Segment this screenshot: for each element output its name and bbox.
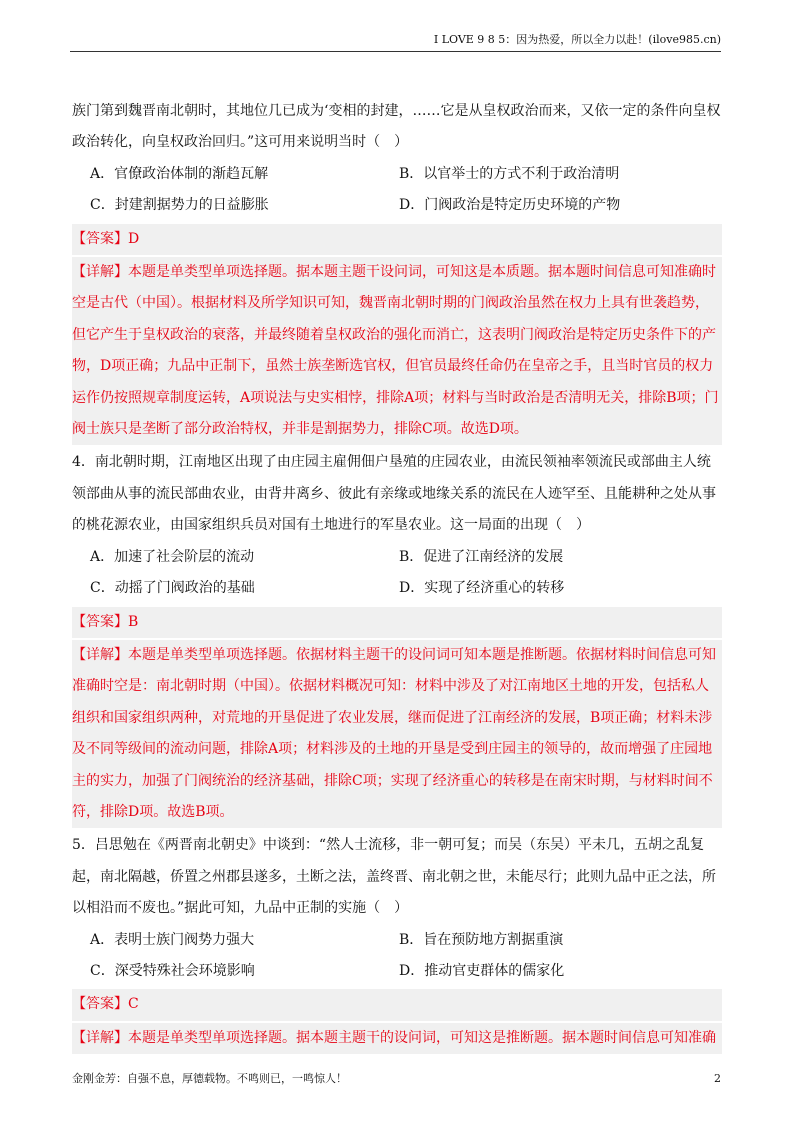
document-body [72,96,722,1056]
question-4-stem: 4．南北朝时期，江南地区出现了由庄园主雇佣佃户垦殖的庄园农业，由流民领袖率领流民或部曲主人统领部曲从事的流民部曲农业，由背井离乡、彼此有亲缘或地缘关系的流民在人迹罕至、且能耕种之处从事的桃花源农业，由国家组织兵员对国有土地进行的军垦农业。这一局面的出现（ ） [72,454,716,534]
explanation-block: 【详解】本题是单类型单项选择题。据本题主题干设问词，可知这是本质题。据本题时间信息可知准确时空是古代（中国）。根据材料及所学知识可知，魏晋南北朝时期的门阀政治虽然在权力上具有世袭趋势，但它产生于皇权政治的衰落，并最终随着皇权政治的强化而消亡，这表明门阀政治是特定历史条件下的产物，D项正确；九品中正制下，虽然士族垄断选官权，但官员最终任命仍在皇帝之手，且当时官员的权力运作仍按照规章制度运转，A项说法与史实相悖，排除A项；材料与当时政治是否清明无关，排除B项；门阀士族只是垄断了部分政治特权，并非是割据势力，排除C项。故选D项。 [72,257,722,445]
page-header: I LOVE 9 8 5：因为热爱，所以全力以赴！(ilove985.cn) [70,33,721,52]
option-d: D．推动官吏群体的儒家化 [399,962,565,979]
page-number: 2 [714,1072,721,1085]
option-c: C．深受特殊社会环境影响 [90,962,255,979]
answer-block: 【答案】D [72,224,722,255]
question-5-stem: 5．吕思勉在《两晋南北朝史》中谈到：“然人士流移，非一朝可复；而吴（东吴）平未几，五胡之乱复起，南北隔越，侨置之州郡县遂多，土断之法，盖终晋、南北朝之世，未能尽行；此则九品中正之法，所以相沿而不废也。”据此可知，九品中正制的实施（ ） [72,837,716,917]
question-3-options-row-2 [72,190,722,221]
question-4-options-row-1 [72,542,722,573]
explanation-block: 【详解】本题是单类型单项选择题。据本题主题干的设问词，可知这是推断题。据本题时间信息可知准确 [72,1023,722,1054]
option-a: A．官僚政治体制的渐趋瓦解 [90,165,269,182]
option-a: A．加速了社会阶层的流动 [90,548,255,565]
explanation-block: 【详解】本题是单类型单项选择题。依据材料主题干的设问词可知本题是推断题。依据材料时间信息可知准确时空是：南北朝时期（中国）。依据材料概况可知：材料中涉及了对江南地区土地的开发，包括私人组织和国家组织两种，对荒地的开垦促进了农业发展，继而促进了江南经济的发展，B项正确；材料未涉及不同等级间的流动问题，排除A项；材料涉及的土地的开垦是受到庄园主的领导的，故而增强了庄园地主的实力，加强了门阀统治的经济基础，排除C项；实现了经济重心的转移是在南宋时期，与材料时间不符，排除D项。故选B项。 [72,640,722,828]
option-d: D．实现了经济重心的转移 [399,580,565,597]
option-d: D．门阀政治是特定历史环境的产物 [399,197,621,214]
question-4-options-row-2 [72,573,722,604]
option-a: A．表明士族门阀势力强大 [90,931,255,948]
answer-block: 【答案】C [72,989,722,1020]
footer-motto: 金刚金芳：自强不息，厚德载物。不鸣则已，一鸣惊人！ [72,1072,347,1085]
question-3-options-row-1 [72,159,722,190]
question-5-options-row-1 [72,925,722,956]
option-b: B．旨在预防地方割据重演 [399,931,564,948]
option-c: C．动摇了门阀政治的基础 [90,580,255,597]
question-3-stem: 族门第到魏晋南北朝时，其地位几已成为‘变相的封建，……它是从皇权政治而来，又依一定的条件向皇权政治转化，向皇权政治回归。”这可用来说明当时（ ） [72,103,721,151]
option-b: B．以官举士的方式不利于政治清明 [399,165,620,182]
option-c: C．封建割据势力的日益膨胀 [90,197,269,214]
option-b: B．促进了江南经济的发展 [399,548,564,565]
answer-block: 【答案】B [72,607,722,638]
question-5-options-row-2 [72,956,722,987]
